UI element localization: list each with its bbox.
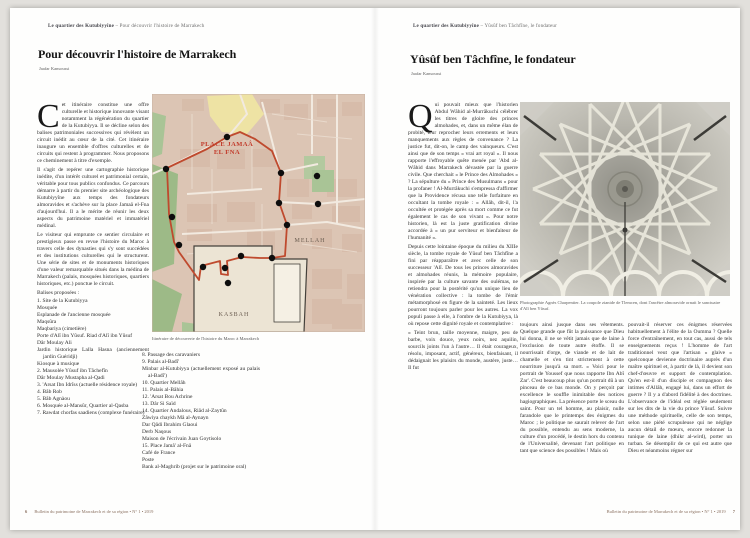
- list-item: Mosquée: [37, 305, 58, 311]
- left-running-head: [48, 24, 205, 30]
- map-label-mellah: MELLAH: [294, 238, 326, 244]
- list-item: Maison de l'écrivain Juan Goytisolo: [142, 436, 222, 442]
- list-item: Kiosque à musique: [37, 361, 80, 367]
- footer-journal-title: Bulletin du patrimoine de Marrakech et de sa région • N° 1 • 2019: [606, 509, 726, 514]
- body-paragraph: toujours ainsi jusque dans ses vêtements. Quelque grande que fût la puissance que Dieu lui donna, il ne se vêtit jamais que de laine à l'exclusion de toute autre étoffe. Il se nourrissait d'orge, de viande et de lait de chamelle et s'en tint strictement à cette nourriture jusqu'à sa mort. » Voici pour le portrait de Youssef que nous rapporte Ibn Abî Zar'. C'est beaucoup plus qu'un portrait dû à un pinceau de ce bas monde. On y perçoit par excellence le souffle inimitable des notices hagiographiques. La présence porte le sceau du saint. Pour un tel homme, au plaisir, nulle farandole que le printemps des énigmes du Maroc ; le politique ne saurait relever de l'art du possible, entendu au sens moderne, la culture d'un procédé, le destin hors du contenu de l'Universalité, devenant l'art politique en tant que science des possibles ! Mais où: [520, 322, 624, 454]
- dome-photo-graphic: [520, 102, 730, 296]
- list-item: 8. Passage des caravaniers: [142, 352, 201, 358]
- left-body-column: [37, 102, 149, 516]
- left-page-byline: Jaafar Kansoussi: [39, 66, 70, 71]
- body-paragraph: pouvait-il réserver ces énigmes réservées habituellement à l'élite de la Oumma ? Quelle force d'entraînement, en tout cas, aussi de tels enseignements reçus ! L'homme de l'art traditionnel veut que l'artisan « glaive » quelconque devienne doctrinaire auprès d'un maître spirituel et, à partir de là, il devient son chef-d'œuvre et support de contemplation. Qu'en est-il d'un disciple et compagnon des intimes d'Allâh, engagé lui, dans un effort de guerre ? Il y a d'abord fidélité à des doctrines. L'observance de l'idéal est réglée seulement sur les dits de la vie du prince Yûsuf. Suivre une méthode spirituelle, celle de son temps, selon une piété scrupuleuse qui ne néglige aucun détail de mœurs, encore redonner la tunique de laine (dhikr al-wird), porter un turban. Se désemplir de ce qui est autre que Dieu et néanmoins régner sur: [628, 322, 732, 454]
- body-paragraph: « Teint brun, taille moyenne, maigre, peu de barbe, voix douce, yeux noirs, nez aquilin, sourcils joints l'un à l'autre… Il était courageux, résolu, imposant, actif, généreux, bienfaisant, il dédaignait les plaisirs du monde, austère, juste… Il fut: [408, 330, 518, 371]
- body-paragraph: Il s'agit de repérer une cartographie historique inédite, d'un intérêt culturel et patrimonial certain, véritable pour tous publics confondus. Ce parcours démarre à partir du premier site archéologique des Kutubiyyîne aux temps des fondateurs almoravides et s'achève sur la place Jamaâ el-Fna d'aujourd'hui. Il a le mérite de réunir les deux aspects du patrimoine matériel et immatériel médinal.: [37, 167, 149, 229]
- running-head-article: Pour découvrir l'histoire de Marrakech: [119, 24, 205, 29]
- list-item: 15. Place Jamâ' al-Fnâ: [142, 443, 192, 449]
- list-item: 12. 'Arsat Bou Achrine: [142, 394, 193, 400]
- map-graphic: [152, 94, 365, 332]
- list-item: Café de France: [142, 450, 176, 456]
- page-number: 6: [25, 509, 28, 514]
- body-paragraph: Cet itinéraire constitue une offre culturelle et historique innovante visant notamment la régénération du quartier de la Kutubiyya. Il se décline selon des balises patrimoniales successives qui révèlent un circuit inédit au cœur de la cité. Cet itinéraire inaugure un ensemble d'offres culturelles et de circuits qui restent à programmer. Nous proposons ce cheminement à titre d'exemple.: [37, 102, 149, 164]
- itinerary-list-col2: [142, 352, 260, 512]
- list-item: Dâr Moulay Mustapha al-Qadi: [37, 375, 105, 381]
- left-page-footer: [25, 509, 153, 514]
- running-head-section: Le quartier des Kutubiyyîne: [413, 24, 480, 29]
- dropcap-letter: C: [37, 102, 60, 135]
- list-item: 10. Quartier Mellâh: [142, 380, 186, 386]
- right-page-byline: Jaafar Kansoussi: [411, 71, 442, 76]
- marrakech-itinerary-map: [152, 94, 365, 332]
- list-item: 13. Dâr Si Saïd: [142, 401, 176, 407]
- list-item: 3. 'Arsat Ibn Idrîss (actuelle résidence royale): [37, 382, 138, 388]
- map-caption: Itinéraire de découverte de l'histoire du Maroc à Marrakech: [152, 336, 260, 341]
- running-head-separator: –: [114, 24, 120, 29]
- list-item: Esplanade de l'ancienne mosquée: [37, 312, 111, 318]
- list-item: Jardin historique Lalla Hasna (anciennement jardin Guéridji): [37, 347, 149, 360]
- page-number: 7: [732, 509, 735, 514]
- map-label-el-fna: EL FNA: [213, 149, 241, 156]
- list-item: 14. Quartier Andalous, Riâd al-Zaytûn: [142, 408, 227, 414]
- list-item: Dar Qâdi Ibrahim Glaoui: [142, 422, 198, 428]
- photo-caption: Photographie Agnès Charpentier. La coupole zianide de Tlemcen, dont l'ancêtre almoravide ornait le sanctuaire d'Alî ben Yûsuf.: [520, 300, 721, 311]
- map-label-place-jamaa: PLACE JAMAÂ: [200, 141, 254, 148]
- dome-cupola-photo: [520, 102, 730, 296]
- right-running-head: [413, 24, 557, 30]
- running-head-section: Le quartier des Kutubiyyîne: [48, 24, 115, 29]
- list-intro: Balises proposées :: [37, 290, 80, 296]
- map-label-kasbah: KASBAH: [218, 312, 250, 318]
- list-item: Minbar al-Kutubiyya (actuellement exposé au palais al-Badî'): [142, 366, 260, 379]
- running-head-separator: –: [479, 24, 485, 29]
- right-body-column-1: [408, 102, 518, 518]
- footer-journal-title: Bulletin du patrimoine de Marrakech et de sa région • N° 1 • 2019: [34, 509, 154, 514]
- list-item: 5. Bâb Agnàou: [37, 396, 70, 402]
- list-item: 9. Palais al-Badî': [142, 359, 180, 365]
- list-item: Derb Naqous: [142, 429, 172, 435]
- list-item: 6. Mosquée al-Mansûr, Quartier al-Qasba: [37, 403, 129, 409]
- right-page-footer: [440, 509, 735, 514]
- right-body-column-3: [628, 322, 732, 518]
- list-item: Bank al-Maghrib (projet sur le patrimoine oral): [142, 464, 247, 470]
- list-item: 1. Site de la Kutubiyya: [37, 298, 88, 304]
- list-item: Maqsûra: [37, 319, 57, 325]
- left-page-title: Pour découvrir l'histoire de Marrakech: [38, 47, 237, 61]
- body-paragraph: Depuis cette lointaine époque du milieu du XIIIe siècle, la tombe royale de Yûsuf ben Tâchfîne a fini par réapparaître et avec celle de son successeur 'Alî. De tous les princes almoravides et almohades réunis, la mémoire populaire, inspirée par la culture savante des oulémas, ne retiendra pour la postérité qu'un unique lieu de vénération collective : la tombe de l'émir métamorphosé en figure de la sainteté. Les lieux pourront toujours parler pour les autres. La vox populi passe à elle, à l'ombre de la Kutubiyya, là où repose cette dignité royale et contemplative :: [408, 244, 518, 327]
- running-head-article: Yûsûf ben Tâchfîne, le fondateur: [484, 24, 557, 29]
- page-gutter: [371, 8, 379, 530]
- list-item: Dâr Moulay Ali: [37, 340, 72, 346]
- list-item: 7. Rawdat chorfas saadiens (complexe funéraire): [37, 410, 145, 416]
- dropcap-letter: Q: [408, 102, 433, 135]
- list-item: 11. Palais al-Bâhia: [142, 387, 184, 393]
- list-item: Poste: [142, 457, 154, 463]
- list-item: Zâwiya chaykh Mâ al-Aynayn: [142, 415, 209, 421]
- list-item: 2. Mausolée Yûsuf ibn Tâchefîn: [37, 368, 108, 374]
- right-page-title: Yûsûf ben Tâchfîne, le fondateur: [410, 52, 576, 66]
- map-badi-building: [274, 264, 300, 322]
- itinerary-list-col1: [37, 298, 149, 417]
- right-body-column-2: [520, 322, 624, 518]
- body-paragraph: Le visiteur qui emprunte ce sentier circulaire et prestigieux passe en revue l'histoire du Maroc à travers celle des dynasties qui s'y sont succédées et des institutions culturelles qui le structurent. Une série de sites et de monuments historiques d'une valeur remarquable situés dans la médina de Marrakech (palais, mosquées historiques, quartiers historiques, etc.) ponctue le circuit.: [37, 232, 149, 287]
- list-item: Porte d'Alî ibn Yûsuf. Riad d'Alî ibn Yûsuf: [37, 333, 133, 339]
- list-item: Maqbariya (cimetière): [37, 326, 87, 332]
- body-paragraph: Qui pouvait mieux que l'historien Abdul Wâhid al-Murrâkuchi célébrer les titres de gloire des princes almohades, et, dans un même élan de probité, leur reprocher leurs errements et leurs manquements aux règles de convenance ? La justice fut, dit-on, le camp des vainqueurs. C'est ainsi que de son temps « vrai art royal ». Il nous rapporte l'effroyable quête menée par 'Abd al-Wâhid dans Marrakech dévastée par la guerre civile. Que cherchait « le Prince des Almohades » ? La sépulture du « Prince des Musulmans » pour la profaner ! Al-Murrâkuchi s'empressa d'affirmer que la Providence récusa une telle forfaiture en occultant la tombe royale : « Allâh, dit-il, l'a occultée et protégée après sa mort comme ce fut également le cas de son vivant ». Pour notre historien, là est la juste gratification divine accordée à « un pur serviteur et bienfaiteur de l'humanité ».: [408, 102, 518, 241]
- dome-central-medallion: [608, 172, 642, 206]
- list-item: 4. Bâb Rob: [37, 389, 62, 395]
